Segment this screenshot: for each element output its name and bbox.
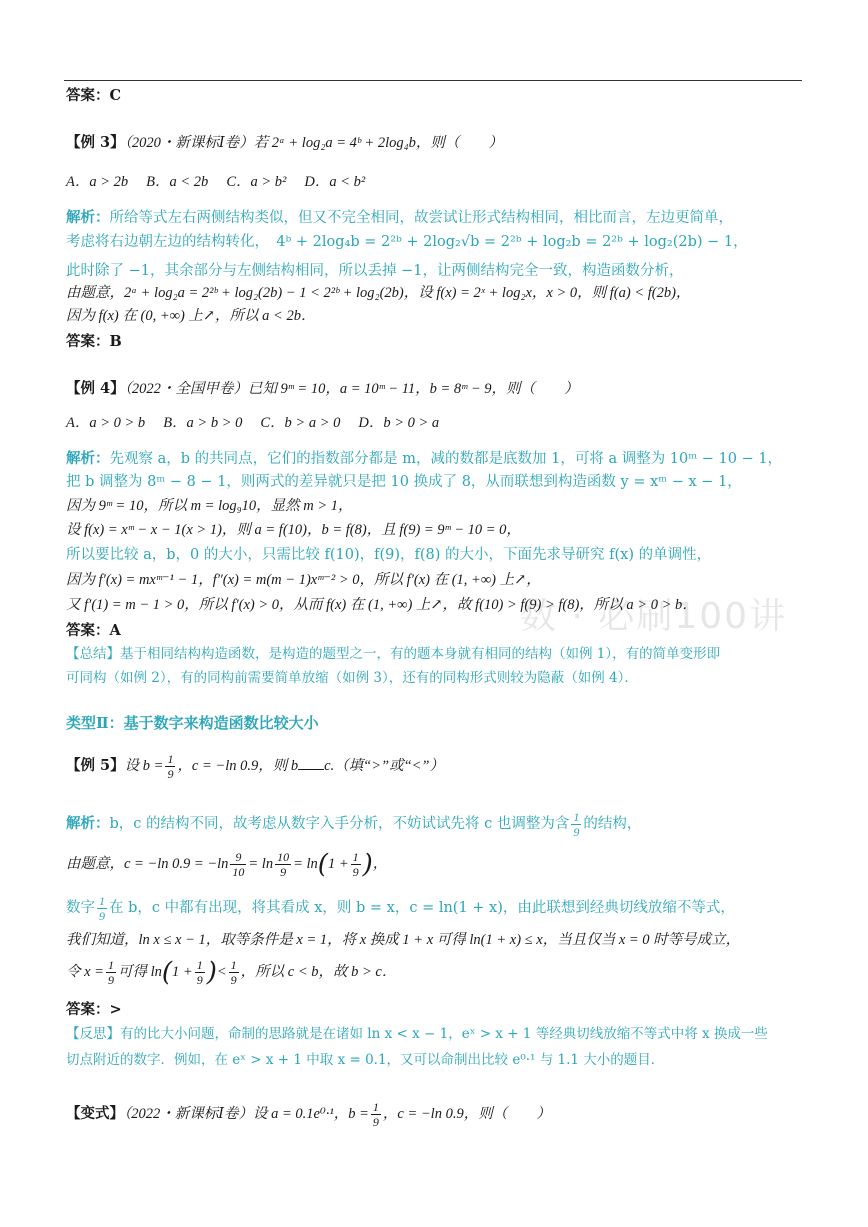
option-d: D．a < b² xyxy=(304,174,366,190)
answer-c: 答案：C xyxy=(66,87,122,104)
summary-line-2: 可同构（如例 2），有的同构前需要简单放缩（如例 3），还有的同构形式则较为隐蔽（如例 4）． xyxy=(66,670,638,686)
fraction-one-ninth: $\frac{1}{9}$ xyxy=(372,1099,379,1129)
fraction-nine-tenths: $\frac{9}{10}$ xyxy=(232,850,245,880)
fraction-one-ninth: $\frac{1}{9}$ xyxy=(230,958,237,988)
type-2-heading: 类型Ⅱ：基于数字来构造函数比较大小 xyxy=(66,714,319,732)
answer-blank[interactable] xyxy=(298,769,324,770)
example-4-text: （2022・全国甲卷）已知 9ᵐ = 10，a = 10ᵐ − 11，b = 8ᵐ − 9，则（ ） xyxy=(124,381,579,397)
example-4-question xyxy=(66,379,579,399)
solution-label: 解析： xyxy=(66,815,110,832)
example-5-solution-line-4: 我们知道，ln x ≤ x − 1，取等条件是 x = 1，将 x 换成 1 + x 可得 ln(1 + x) ≤ x，当且仅当 x = 0 时等号成立， xyxy=(66,932,741,948)
variant-label: 【变式】 xyxy=(66,1105,124,1122)
example-3-options xyxy=(66,172,365,192)
watermark: 数 · 必刷100讲 xyxy=(520,596,788,637)
fraction-one-ninth: $\frac{1}{9}$ xyxy=(352,850,359,880)
example-4-label: 【例 4】 xyxy=(66,380,125,397)
example-5-solution-line-2: 由题意，c = −ln 0.9 = −ln $\frac{9}{10}$ = ln $\frac{10}{9}$ = ln(1 + $\frac{1}{9}$ )， xyxy=(66,849,388,880)
solution-label: 解析： xyxy=(66,209,110,226)
fraction-one-ninth: $\frac{1}{9}$ xyxy=(167,751,174,781)
example-3-answer: 答案：B xyxy=(66,333,122,350)
fraction-one-ninth: $\frac{1}{9}$ xyxy=(99,893,105,923)
option-a: A．a > 0 > b xyxy=(66,415,146,431)
reflection-line-1: 【反思】有的比大小问题，命制的思路就是在诸如 ln x < x − 1，eˣ > x + 1 等经典切线放缩不等式中将 x 换成一些 xyxy=(66,1026,768,1042)
option-d: D．b > 0 > a xyxy=(358,415,440,431)
example-5-solution-line-5: 令 x = $\frac{1}{9}$ 可得 ln(1 + $\frac{1}{9}$ )< $\frac{1}{9}$ ，所以 c < b，故 b > c． xyxy=(66,957,397,988)
option-c: C．a > b² xyxy=(226,174,287,190)
example-4-solution-line-1: 解析：先观察 a，b 的共同点，它们的指数部分都是 m，减的数都是底数加 1，可将 a 调整为 10ᵐ − 10 − 1， xyxy=(66,450,783,467)
variant-question: 【变式】（2022・新课标Ⅰ卷）设 a = 0.1e⁰·¹，b = $\frac{1}{9}$ ，c = −ln 0.9，则（ ） xyxy=(66,1099,551,1129)
fraction-one-ninth: $\frac{1}{9}$ xyxy=(196,958,203,988)
reflection-line-2: 切点附近的数字．例如，在 eˣ > x + 1 中取 x = 0.1，又可以命制出比较 e⁰·¹ 与 1.1 大小的题目． xyxy=(66,1052,665,1068)
example-3-solution-line-3: 此时除了 −1，其余部分与左侧结构相同，所以丢掉 −1，让两侧结构完全一致，构造函数分析， xyxy=(66,263,684,279)
example-4-solution-line-6: 因为 f′(x) = mxᵐ⁻¹ − 1，f″(x) = m(m − 1)xᵐ⁻² > 0，所以 f′(x) 在 (1, +∞) 上↗， xyxy=(66,572,541,588)
example-3-text: （2020・新课标Ⅰ卷）若 2ᵃ + log₂a = 4ᵇ + 2log₄b，则（ ） xyxy=(124,135,503,151)
example-4-answer: 答案：A xyxy=(66,622,121,639)
solution-label: 解析： xyxy=(66,450,110,467)
example-3-solution-line-2: 考虑将右边朝左边的结构转化， 4ᵇ + 2log₄b = 2²ᵇ + 2log₂√b = 2²ᵇ + log₂b = 2²ᵇ + log₂(2b) − 1， xyxy=(66,234,748,250)
example-5-answer: 答案：> xyxy=(66,1001,122,1018)
example-4-solution-line-7: 又 f′(1) = m − 1 > 0，所以 f′(x) > 0，从而 f(x) 在 (1, +∞) 上↗，故 f(10) > f(9) > f(8)，所以 a > 0 > b． xyxy=(66,597,697,613)
fraction-one-ninth: $\frac{1}{9}$ xyxy=(107,958,114,988)
example-3-solution-line-1: 解析：所给等式左右两侧结构类似，但又不完全相同，故尝试让形式结构相同，相比而言，左边更简单， xyxy=(66,209,733,226)
example-5-solution-line-3: 数字 $\frac{1}{9}$ 在 b，c 中都有出现，将其看成 x，则 b = x，c = ln(1 + x)，由此联想到经典切线放缩不等式， xyxy=(66,893,735,923)
example-3-solution-line-5: 因为 f(x) 在 (0, +∞) 上↗，所以 a < 2b． xyxy=(66,308,316,324)
example-4-solution-line-2: 把 b 调整为 8ᵐ − 8 − 1，则两式的差异就只是把 10 换成了 8，从而联想到构造函数 y = xᵐ − x − 1， xyxy=(66,474,742,490)
example-5-question: 【例 5】设 b = $\frac{1}{9}$ ，c = −ln 0.9，则 b c.（填“>”或“<”） xyxy=(66,751,444,781)
option-b: B．a < 2b xyxy=(146,174,209,190)
fraction-one-ninth: $\frac{1}{9}$ xyxy=(573,809,580,839)
example-4-solution-line-4: 设 f(x) = xᵐ − x − 1(x > 1)，则 a = f(10)，b = f(8)，且 f(9) = 9ᵐ − 10 = 0， xyxy=(66,522,521,538)
fraction-ten-ninths: $\frac{10}{9}$ xyxy=(277,850,290,880)
header-rule xyxy=(64,80,802,81)
example-5-label: 【例 5】 xyxy=(66,757,125,774)
example-5-solution-line-1: 解析：b，c 的结构不同，故考虑从数字入手分析，不妨试试先将 c 也调整为含 $\frac{1}{9}$ 的结构， xyxy=(66,809,642,839)
example-4-solution-line-5: 所以要比较 a，b，0 的大小，只需比较 f(10)，f(9)，f(8) 的大小，下面先求导研究 f(x) 的单调性， xyxy=(66,547,712,563)
example-3-solution-line-4: 由题意，2ᵃ + log₂a = 2²ᵇ + log₂(2b) − 1 < 2²ᵇ + log₂(2b)，设 f(x) = 2ˣ + log₂x，x > 0，则 f(a) < f(2b)， xyxy=(66,285,691,301)
example-3-question xyxy=(66,133,503,153)
option-b: B．a > b > 0 xyxy=(163,415,243,431)
option-a: A．a > 2b xyxy=(66,174,129,190)
example-3-label: 【例 3】 xyxy=(66,134,125,151)
summary-line-1: 【总结】基于相同结构构造函数，是构造的题型之一，有的题本身就有相同的结构（如例 1），有的简单变形即 xyxy=(66,646,721,662)
example-4-solution-line-3: 因为 9ᵐ = 10，所以 m = log₉10，显然 m > 1， xyxy=(66,498,353,514)
example-4-options xyxy=(66,413,439,433)
option-c: C．b > a > 0 xyxy=(260,415,341,431)
